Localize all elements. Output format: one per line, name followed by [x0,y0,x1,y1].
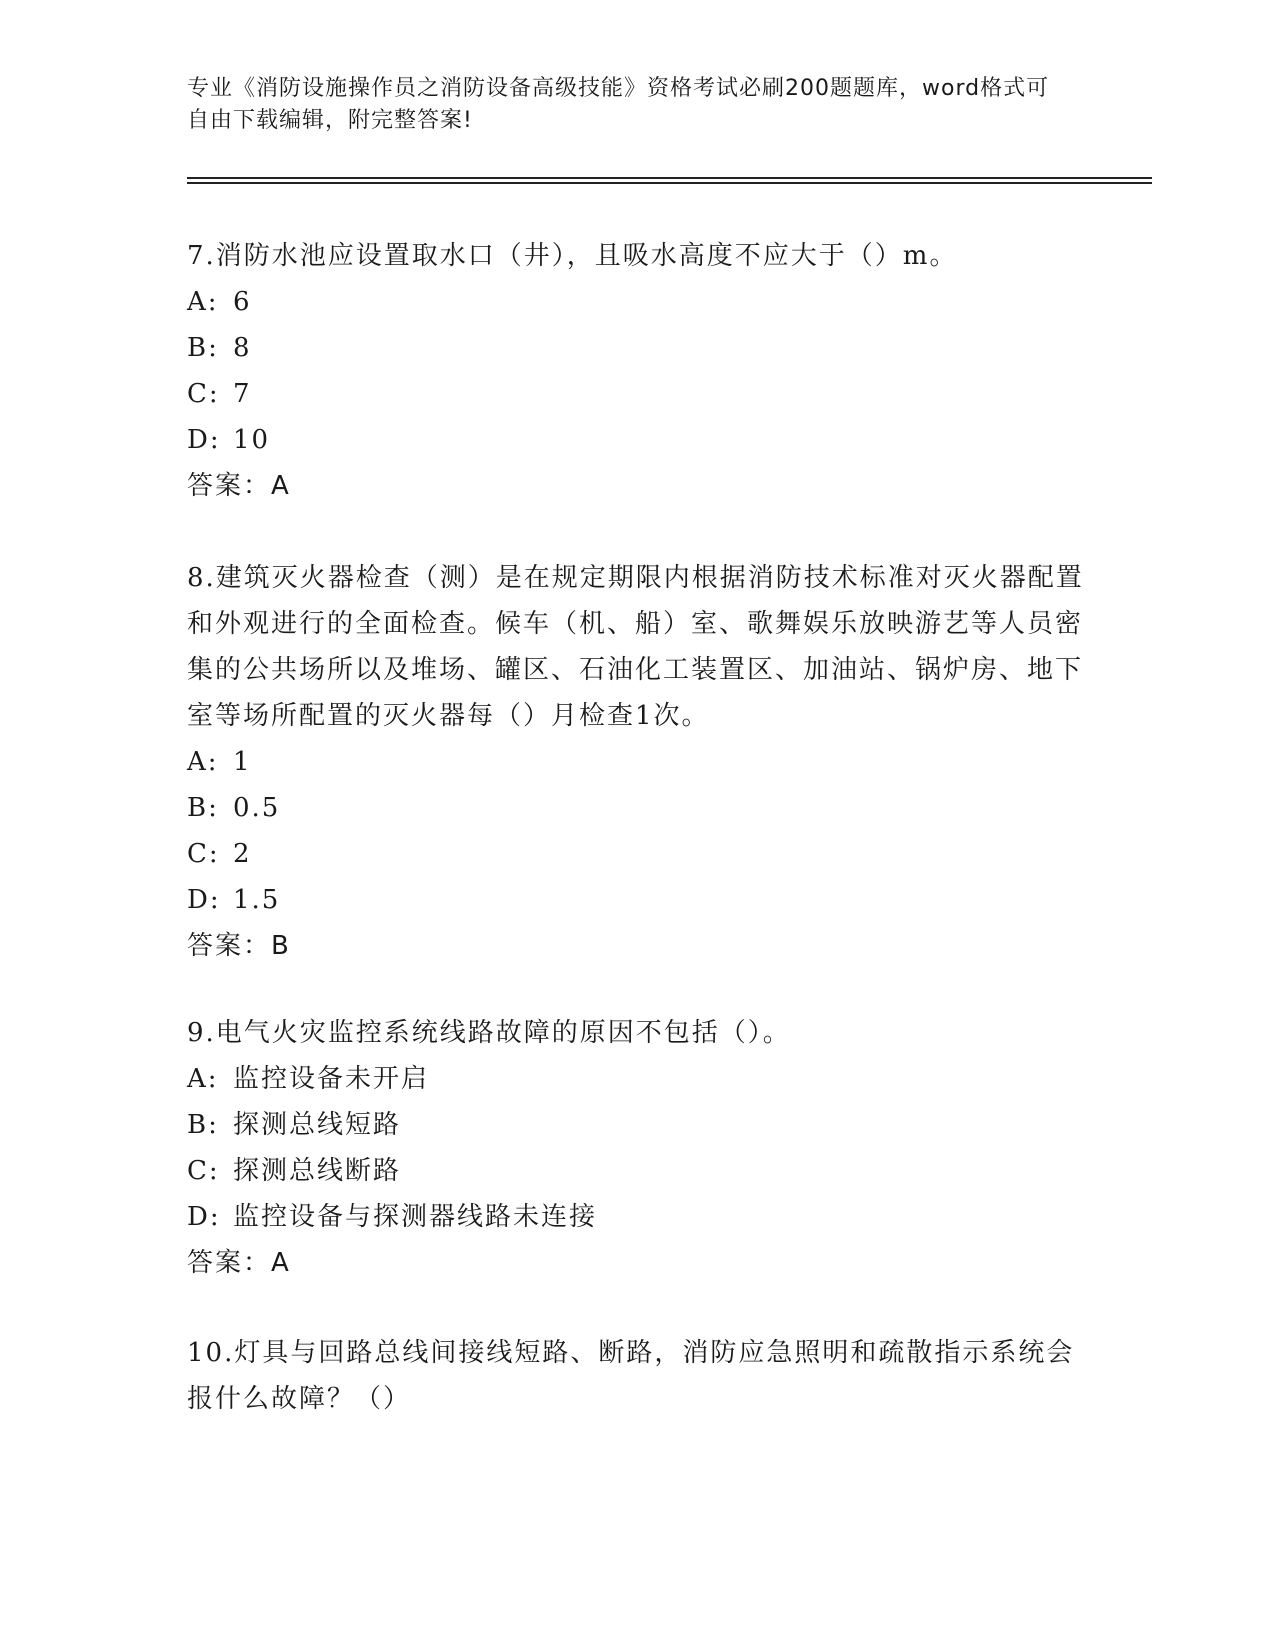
option-key: C: [187,379,220,409]
option-key: D: [187,885,221,915]
header-divider-top [187,177,1152,179]
option-a [187,739,1087,785]
question-stem: 9.电气火灾监控系统线路故障的原因不包括（）。 [187,1018,791,1048]
option-text: 监控设备与探测器线路未连接 [233,1202,598,1232]
option-key: C: [187,1156,220,1186]
option-text: 10 [233,425,271,455]
option-text: 探测总线短路 [233,1110,402,1140]
option-text: 0.5 [233,793,281,823]
option-text: 1.5 [233,885,281,915]
option-b [187,1102,1087,1148]
option-key: A: [187,287,219,317]
option-key: A: [187,1064,219,1094]
answer-text: 答案：B [187,931,291,961]
option-key: A: [187,747,219,777]
option-c [187,1148,1087,1194]
option-c [187,371,1087,417]
option-text: 探测总线断路 [233,1156,402,1186]
question-10 [187,1330,1087,1422]
option-text: 6 [233,287,252,317]
option-text: 2 [233,839,252,869]
question-stem: 8.建筑灭火器检查（测）是在规定期限内根据消防技术标准对灭火器配置和外观进行的全面检查。候车（机、船）室、歌舞娱乐放映游艺等人员密集的公共场所以及堆场、罐区、石油化工装置区、加油站、锅炉房、地下室等场所配置的灭火器每（）月检查1次。 [187,563,1084,731]
option-d [187,417,1087,463]
option-d [187,877,1087,923]
question-stem: 7.消防水池应设置取水口（井），且吸水高度不应大于（）m。 [187,241,958,271]
option-b [187,785,1087,831]
option-key: B: [187,333,219,363]
header-divider-bottom [187,182,1152,184]
question-stem: 10.灯具与回路总线间接线短路、断路，消防应急照明和疏散指示系统会报什么故障？（） [187,1338,1075,1414]
option-a [187,279,1087,325]
answer-text: 答案：A [187,471,291,501]
option-d [187,1194,1087,1240]
question-7 [187,233,1087,509]
option-key: B: [187,1110,219,1140]
option-key: D: [187,425,221,455]
option-key: C: [187,839,220,869]
answer-text: 答案：A [187,1248,291,1278]
question-9 [187,1010,1087,1286]
option-a [187,1056,1087,1102]
question-8 [187,555,1087,969]
option-key: D: [187,1202,221,1232]
option-text: 8 [233,333,252,363]
option-text: 监控设备未开启 [233,1064,430,1094]
option-text: 7 [233,379,252,409]
option-text: 1 [233,747,252,777]
document-header: 专业《消防设施操作员之消防设备高级技能》资格考试必刷200题题库，word格式可自由下载编辑，附完整答案! [187,76,1050,133]
option-key: B: [187,793,219,823]
option-c [187,831,1087,877]
option-b [187,325,1087,371]
